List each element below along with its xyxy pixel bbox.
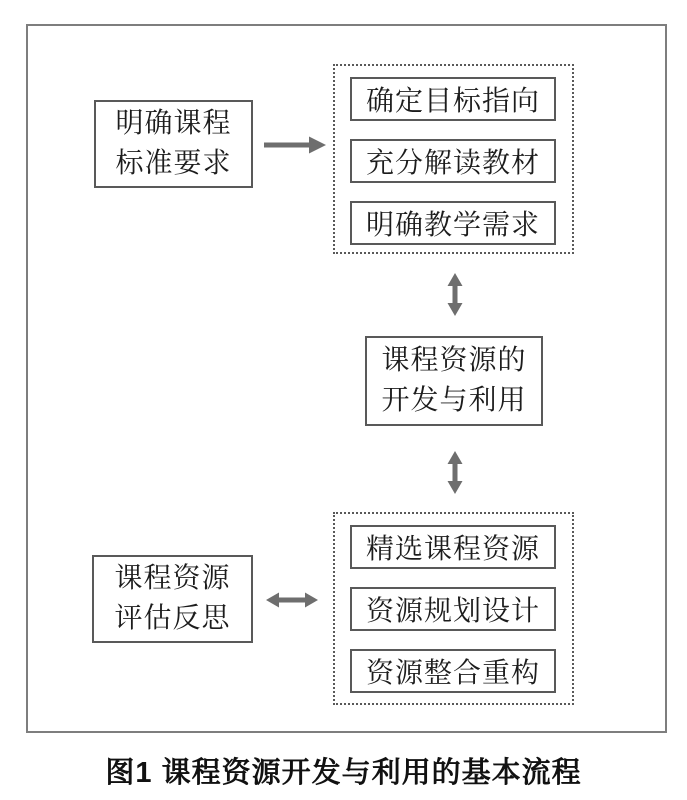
box-teaching-needs bbox=[350, 201, 556, 245]
box-select-resources bbox=[350, 525, 556, 569]
box-course-standard-line1: 明确课程 bbox=[115, 108, 232, 139]
box-integration-restructure-label: 资源整合重构 bbox=[365, 658, 540, 689]
arrow-right-icon bbox=[264, 135, 326, 155]
box-development-utilization-line1: 课程资源的 bbox=[381, 345, 527, 376]
diagram-frame bbox=[26, 24, 667, 733]
box-integration-restructure bbox=[350, 649, 556, 693]
figure-caption: 图1 课程资源开发与利用的基本流程 bbox=[105, 757, 582, 789]
box-course-standard-line2: 标准要求 bbox=[115, 148, 232, 179]
box-development-utilization-line2: 开发与利用 bbox=[381, 385, 527, 416]
double-arrow-vertical-icon bbox=[445, 451, 465, 494]
box-course-standard bbox=[94, 100, 253, 188]
box-interpret-materials-label: 充分解读教材 bbox=[365, 148, 540, 179]
box-goal-orientation bbox=[350, 77, 556, 121]
box-select-resources-label: 精选课程资源 bbox=[365, 534, 540, 565]
box-interpret-materials bbox=[350, 139, 556, 183]
box-planning-design bbox=[350, 587, 556, 631]
box-evaluation-reflection-line1: 课程资源 bbox=[114, 563, 231, 594]
box-goal-orientation-label: 确定目标指向 bbox=[365, 86, 540, 117]
double-arrow-vertical-icon bbox=[445, 273, 465, 316]
box-evaluation-reflection-line2: 评估反思 bbox=[114, 603, 231, 634]
box-development-utilization bbox=[365, 336, 543, 426]
box-planning-design-label: 资源规划设计 bbox=[365, 596, 540, 627]
group-implementation-phase bbox=[333, 512, 574, 705]
double-arrow-horizontal-icon bbox=[266, 590, 318, 610]
box-evaluation-reflection bbox=[92, 555, 253, 643]
group-analysis-phase bbox=[333, 64, 574, 254]
box-teaching-needs-label: 明确教学需求 bbox=[365, 210, 540, 241]
